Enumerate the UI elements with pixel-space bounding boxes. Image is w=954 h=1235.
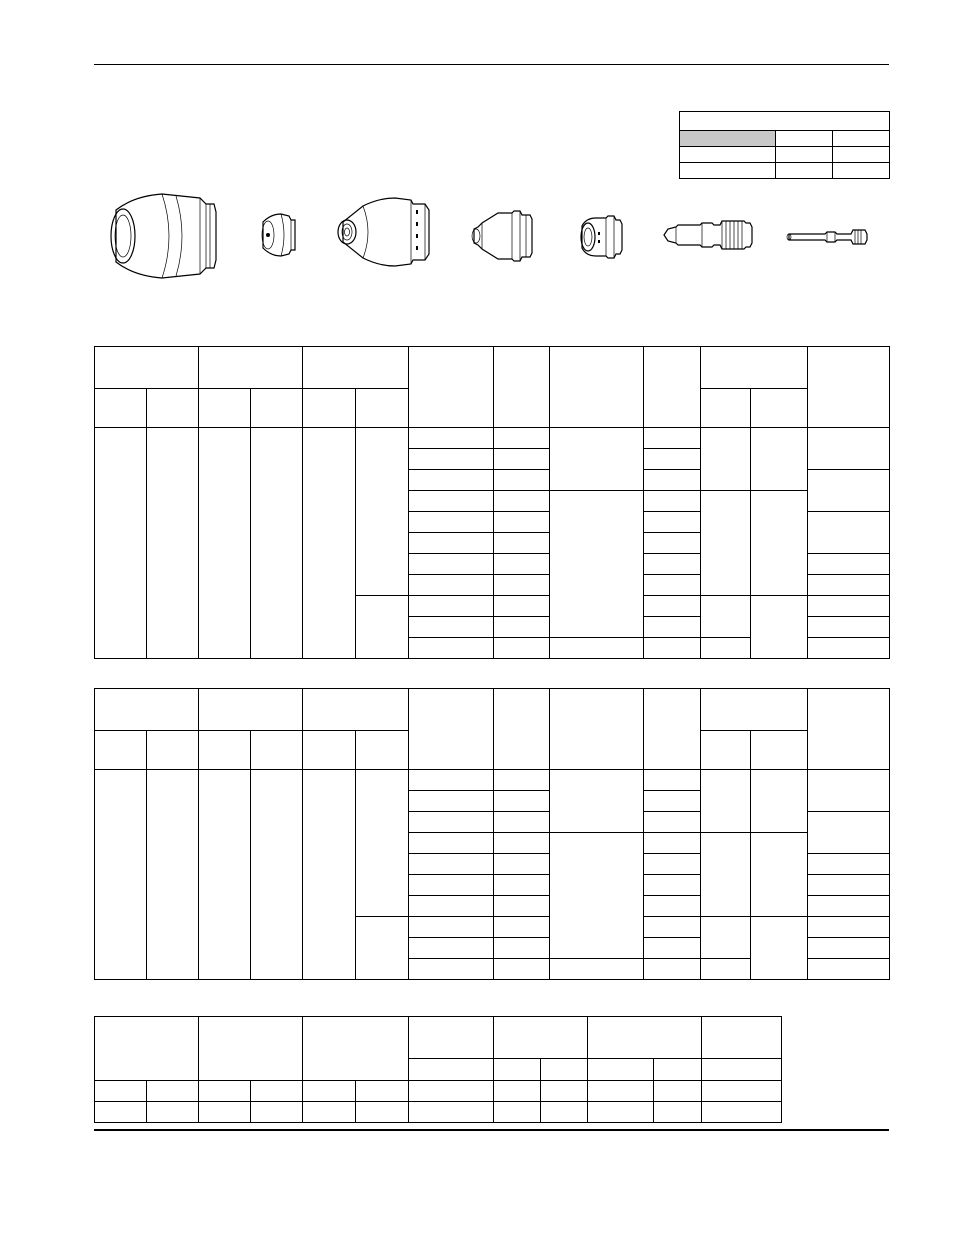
data-cell: [494, 554, 550, 575]
data-cell: [147, 770, 199, 980]
data-cell: [644, 917, 701, 938]
data-cell: [808, 470, 890, 512]
subheader-cell: [702, 1059, 782, 1081]
data-cell: [808, 770, 890, 812]
subheader-cell: [494, 1059, 541, 1081]
data-cell: [644, 491, 701, 512]
data-cell: [494, 833, 550, 854]
data-cell: [409, 428, 494, 449]
header-cell: [494, 689, 550, 770]
data-cell: [808, 575, 890, 596]
data-cell: [494, 449, 550, 470]
data-cell: [494, 1102, 541, 1123]
header-cell: [701, 689, 808, 731]
swirl-ring-icon: [576, 212, 626, 262]
data-cell: [409, 854, 494, 875]
subheader-cell: [95, 389, 147, 428]
data-cell: [409, 1102, 494, 1123]
data-cell: [644, 638, 701, 659]
data-cell: [644, 791, 701, 812]
data-cell: [409, 1081, 494, 1102]
data-cell: [701, 959, 751, 980]
subheader-cell: [95, 731, 147, 770]
header-cell: [303, 1017, 409, 1081]
data-cell: [808, 554, 890, 575]
header-cell: [808, 689, 890, 770]
data-cell: [303, 770, 356, 980]
legend-cell: [833, 147, 890, 163]
header-cell: [303, 347, 409, 389]
data-cell: [409, 470, 494, 491]
data-cell: [751, 770, 808, 833]
legend-cell: [680, 147, 776, 163]
water-tube-icon: [785, 226, 871, 248]
data-cell: [251, 428, 303, 659]
data-cell: [251, 1102, 303, 1123]
data-cell: [356, 1081, 409, 1102]
data-cell: [356, 596, 409, 659]
data-cell: [644, 428, 701, 449]
data-cell: [409, 449, 494, 470]
data-cell: [701, 596, 751, 638]
subheader-cell: [356, 731, 409, 770]
data-cell: [409, 812, 494, 833]
data-cell: [409, 533, 494, 554]
data-cell: [644, 959, 701, 980]
data-cell: [644, 575, 701, 596]
data-cell: [644, 833, 701, 854]
data-cell: [701, 833, 751, 917]
data-cell: [95, 1102, 147, 1123]
subheader-cell: [303, 731, 356, 770]
data-cell: [808, 917, 890, 938]
data-cell: [303, 1081, 356, 1102]
data-cell: [588, 1102, 654, 1123]
data-cell: [409, 638, 494, 659]
data-cell: [702, 1102, 782, 1123]
data-cell: [303, 1102, 356, 1123]
subheader-cell: [251, 731, 303, 770]
data-cell: [701, 491, 751, 596]
data-cell: [95, 1081, 147, 1102]
data-cell: [808, 896, 890, 917]
data-cell: [751, 596, 808, 659]
data-cell: [409, 512, 494, 533]
data-cell: [550, 959, 644, 980]
data-cell: [808, 854, 890, 875]
data-cell: [494, 470, 550, 491]
data-cell: [644, 533, 701, 554]
data-cell: [356, 770, 409, 917]
header-cell: [494, 347, 550, 428]
data-cell: [494, 854, 550, 875]
data-cell: [199, 1102, 251, 1123]
header-cell: [701, 347, 808, 389]
nozzle-icon: [468, 207, 538, 265]
subheader-cell: [303, 389, 356, 428]
data-cell: [644, 617, 701, 638]
data-cell: [550, 491, 644, 638]
data-cell: [751, 833, 808, 917]
data-cell: [701, 770, 751, 833]
data-cell: [409, 917, 494, 938]
subheader-cell: [701, 731, 751, 770]
data-cell: [808, 617, 890, 638]
data-cell: [808, 938, 890, 959]
data-cell: [356, 428, 409, 596]
header-cell: [702, 1017, 782, 1059]
data-cell: [702, 1081, 782, 1102]
header-cell: [199, 347, 303, 389]
data-cell: [409, 554, 494, 575]
subheader-cell: [751, 731, 808, 770]
header-cell: [588, 1017, 702, 1059]
data-cell: [644, 470, 701, 491]
data-cell: [494, 791, 550, 812]
data-cell: [808, 428, 890, 470]
data-cell: [494, 812, 550, 833]
data-cell: [701, 638, 751, 659]
header-cell: [303, 689, 409, 731]
legend-cell: [833, 131, 890, 147]
legend-shaded-cell: [680, 131, 776, 147]
data-cell: [751, 917, 808, 980]
data-cell: [550, 833, 644, 959]
header-cell: [95, 689, 199, 731]
data-cell: [494, 1081, 541, 1102]
data-cell: [494, 638, 550, 659]
data-cell: [644, 938, 701, 959]
data-cell: [588, 1081, 654, 1102]
subheader-cell: [251, 389, 303, 428]
data-cell: [808, 512, 890, 554]
header-rule: [94, 64, 889, 65]
data-cell: [409, 959, 494, 980]
data-cell: [199, 770, 251, 980]
data-cell: [808, 959, 890, 980]
data-cell: [147, 1102, 199, 1123]
data-cell: [409, 491, 494, 512]
data-cell: [808, 875, 890, 896]
data-cell: [409, 938, 494, 959]
footer-rule: [94, 1129, 889, 1131]
subheader-cell: [701, 389, 751, 428]
data-cell: [808, 638, 890, 659]
data-cell: [95, 770, 147, 980]
data-cell: [494, 617, 550, 638]
data-cell: [409, 833, 494, 854]
legend-cell: [776, 131, 833, 147]
data-cell: [494, 533, 550, 554]
data-cell: [494, 896, 550, 917]
data-cell: [199, 428, 251, 659]
data-cell: [808, 812, 890, 854]
data-cell: [644, 875, 701, 896]
header-cell: [494, 1017, 588, 1059]
legend-cell: [776, 147, 833, 163]
legend-table: [679, 111, 890, 179]
data-cell: [644, 896, 701, 917]
subheader-cell: [409, 1059, 494, 1081]
data-cell: [751, 428, 808, 491]
header-cell: [409, 689, 494, 770]
data-cell: [494, 938, 550, 959]
data-cell: [644, 449, 701, 470]
data-cell: [356, 917, 409, 980]
subheader-cell: [588, 1059, 654, 1081]
header-cell: [199, 689, 303, 731]
legend-cell: [833, 163, 890, 179]
data-cell: [654, 1081, 702, 1102]
header-cell: [550, 689, 644, 770]
data-cell: [251, 1081, 303, 1102]
data-cell: [541, 1081, 588, 1102]
data-cell: [409, 596, 494, 617]
data-cell: [550, 428, 644, 491]
data-cell: [409, 875, 494, 896]
shield-cap-icon: [257, 210, 299, 260]
shield-icon: [104, 190, 222, 282]
header-cell: [409, 347, 494, 428]
data-cell: [409, 791, 494, 812]
data-cell: [644, 596, 701, 617]
data-cell: [494, 917, 550, 938]
header-cell: [409, 1017, 494, 1059]
data-cell: [147, 1081, 199, 1102]
cut-chart-table-2: [94, 688, 890, 980]
data-cell: [808, 596, 890, 617]
data-cell: [550, 638, 644, 659]
data-cell: [751, 491, 808, 596]
header-cell: [95, 1017, 199, 1081]
data-cell: [494, 875, 550, 896]
subheader-cell: [654, 1059, 702, 1081]
data-cell: [494, 491, 550, 512]
cut-chart-table-1: [94, 346, 890, 659]
data-cell: [701, 917, 751, 959]
header-cell: [550, 347, 644, 428]
subheader-cell: [751, 389, 808, 428]
data-cell: [654, 1102, 702, 1123]
data-cell: [251, 770, 303, 980]
summary-table: [94, 1016, 782, 1123]
data-cell: [494, 596, 550, 617]
data-cell: [494, 575, 550, 596]
data-cell: [644, 554, 701, 575]
data-cell: [409, 896, 494, 917]
header-cell: [644, 347, 701, 428]
data-cell: [494, 770, 550, 791]
data-cell: [494, 428, 550, 449]
data-cell: [701, 428, 751, 491]
data-cell: [644, 854, 701, 875]
legend-cell: [776, 163, 833, 179]
legend-cell: [680, 163, 776, 179]
data-cell: [409, 617, 494, 638]
subheader-cell: [356, 389, 409, 428]
data-cell: [356, 1102, 409, 1123]
header-cell: [644, 689, 701, 770]
data-cell: [199, 1081, 251, 1102]
data-cell: [644, 512, 701, 533]
electrode-icon: [660, 215, 756, 255]
data-cell: [644, 770, 701, 791]
data-cell: [550, 770, 644, 833]
data-cell: [644, 812, 701, 833]
data-cell: [409, 575, 494, 596]
data-cell: [541, 1102, 588, 1123]
data-cell: [147, 428, 199, 659]
data-cell: [494, 512, 550, 533]
subheader-cell: [199, 731, 251, 770]
header-cell: [808, 347, 890, 428]
header-cell: [199, 1017, 303, 1081]
data-cell: [494, 959, 550, 980]
subheader-cell: [199, 389, 251, 428]
subheader-cell: [541, 1059, 588, 1081]
data-cell: [409, 770, 494, 791]
legend-title-cell: [680, 112, 890, 131]
subheader-cell: [147, 731, 199, 770]
retaining-cap-icon: [333, 192, 435, 272]
subheader-cell: [147, 389, 199, 428]
data-cell: [303, 428, 356, 659]
data-cell: [95, 428, 147, 659]
header-cell: [95, 347, 199, 389]
